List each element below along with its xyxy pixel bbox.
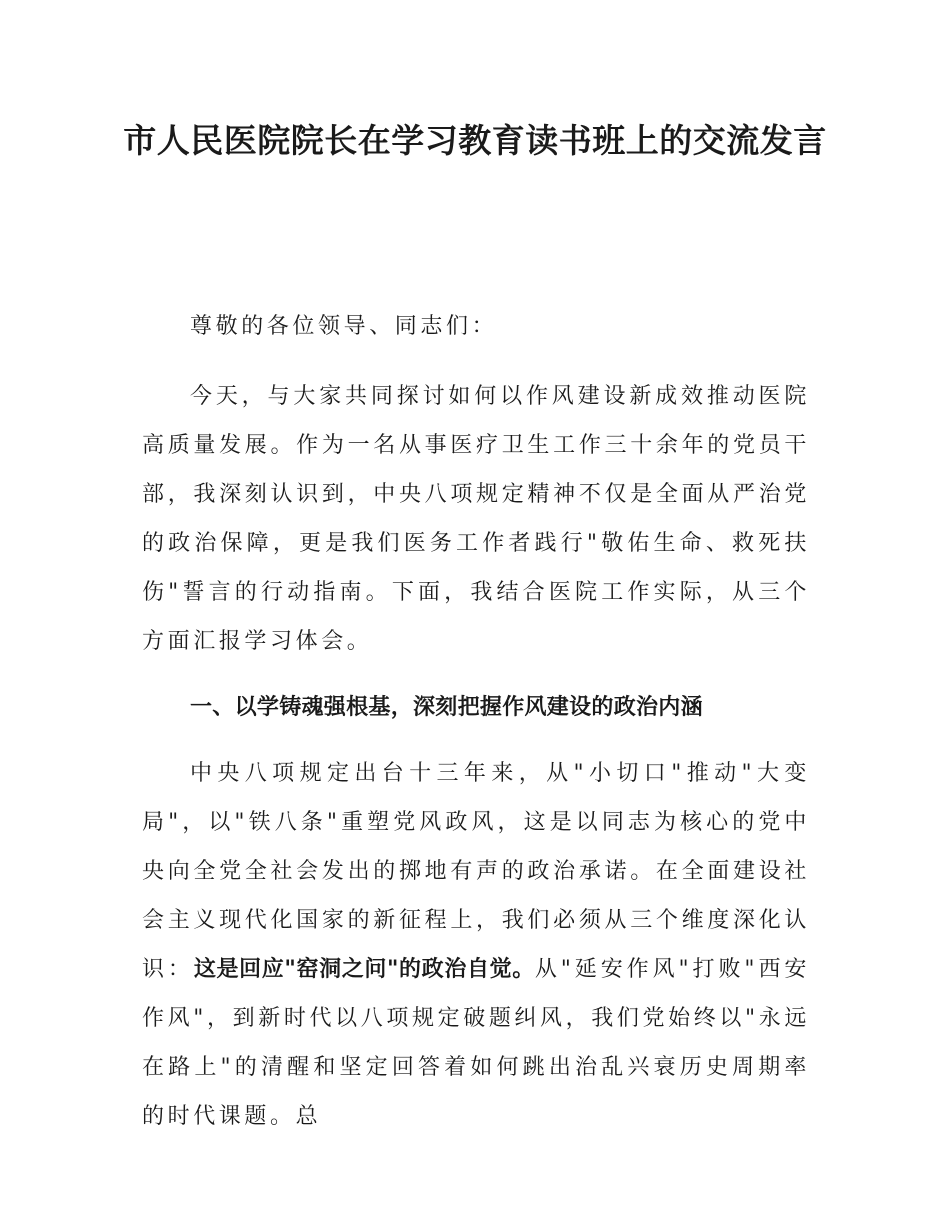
section-1-text-b: 从"延安作风"打败"西安作风"，到新时代以八项规定破题纠风，我们党始终以"永远在路上"的清醒和坚定回答着如何跳出治乱兴衰历史周期率的时代课题。总 [142, 957, 810, 1129]
intro-paragraph: 今天，与大家共同探讨如何以作风建设新成效推动医院高质量发展。作为一名从事医疗卫生工作三十余年的党员干部，我深刻认识到，中央八项规定精神不仅是全面从严治党的政治保障，更是我们医务工作者践行"敬佑生命、救死扶伤"誓言的行动指南。下面，我结合医院工作实际，从三个方面汇报学习体会。 [142, 384, 810, 654]
section-1-text-a: 中央八项规定出台十三年来，从"小切口"推动"大变局"，以"铁八条"重塑党风政风，这是以同志为核心的党中央向全党全社会发出的掷地有声的政治承诺。在全面建设社会主义现代化国家的新征程上，我们必须从三个维度深化认识： [142, 761, 810, 982]
document-body [142, 302, 810, 1158]
document-title: 市人民医院院长在学习教育读书班上的交流发言 [123, 121, 827, 160]
salutation: 尊敬的各位领导、同志们： [190, 314, 498, 339]
section-heading-1: 一、以学铸魂强根基，深刻把握作风建设的政治内涵 [190, 695, 703, 720]
section-1-paragraph [142, 749, 810, 1141]
section-1-bold-run: 这是回应"窑洞之问"的政治自觉。 [193, 957, 535, 982]
